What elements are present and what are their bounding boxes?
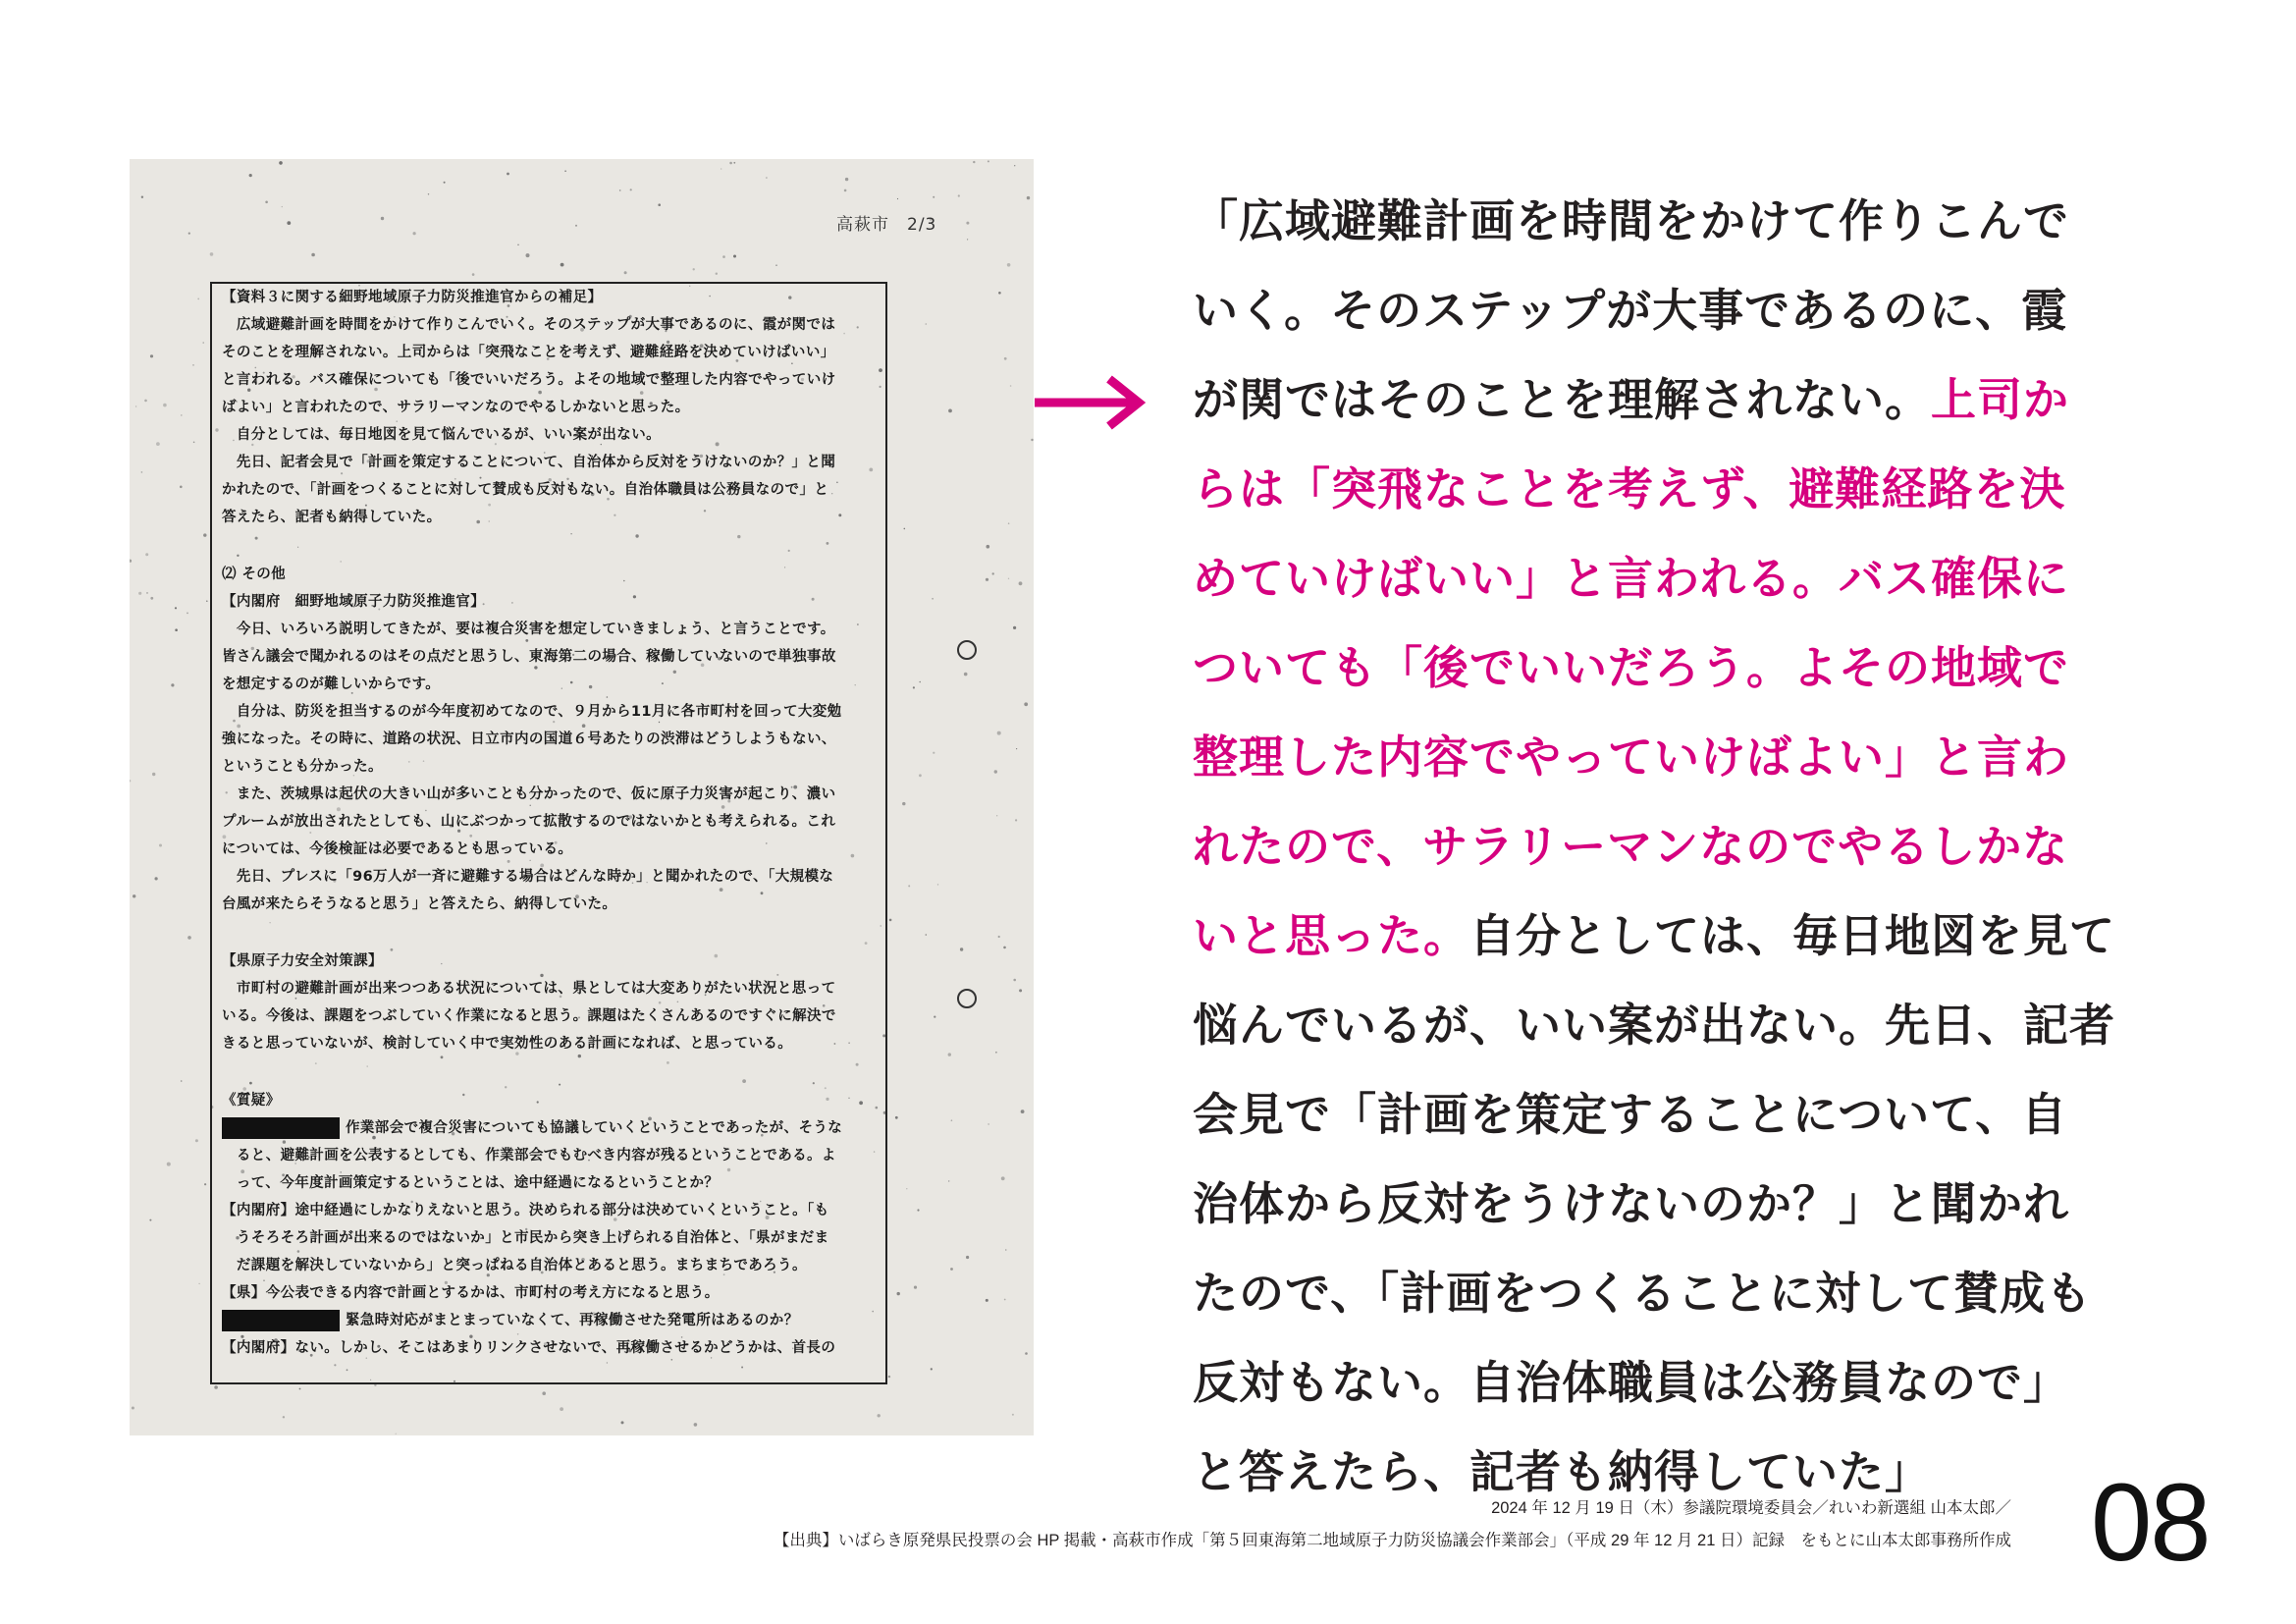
scan-speck <box>966 1256 969 1259</box>
scan-speck <box>926 323 928 325</box>
scan-speck <box>1008 522 1010 524</box>
document-line <box>222 366 876 394</box>
document-line-text: 先日、記者会見で「計画を策定することについて、自治体から反対をうけないのか？」と聞 <box>222 455 836 470</box>
scan-speck <box>145 553 148 556</box>
scan-speck <box>204 1183 206 1185</box>
document-line <box>222 1252 876 1279</box>
quote-line <box>1193 802 2096 892</box>
document-blank-line <box>222 531 876 561</box>
scan-speck <box>141 196 143 198</box>
scan-speck <box>951 1119 953 1121</box>
quote-text: いく。そのステップが大事であるのに、霞 <box>1193 284 2068 337</box>
scan-speck <box>167 1163 171 1166</box>
scan-speck <box>908 885 910 887</box>
scan-speck <box>1001 1176 1005 1180</box>
scan-speck <box>958 194 960 196</box>
document-line <box>222 339 876 366</box>
document-line-text: 答えたら、記者も納得していた。 <box>222 510 442 525</box>
document-line <box>222 726 876 753</box>
scan-speck <box>766 177 768 179</box>
scan-speck <box>188 233 190 235</box>
quote-text: と答えたら、記者も納得していた」 <box>1193 1445 1931 1498</box>
scan-speck <box>138 592 141 595</box>
scan-speck <box>171 683 174 686</box>
scan-speck <box>575 225 577 227</box>
scan-speck <box>992 572 994 574</box>
scan-speck <box>986 578 988 581</box>
scan-speck <box>1031 439 1033 441</box>
quote-line <box>1193 1070 2096 1160</box>
quote-line <box>1193 1160 2096 1249</box>
scan-speck <box>428 193 429 194</box>
scan-speck <box>159 844 162 847</box>
document-line <box>222 1087 876 1114</box>
scan-speck <box>919 681 921 683</box>
quote-text: 反対もない。自治体職員は公務員なので」 <box>1193 1356 2069 1409</box>
scan-speck <box>966 222 969 225</box>
scan-speck <box>878 1414 881 1417</box>
document-line <box>222 1030 876 1057</box>
scan-speck <box>396 1434 397 1435</box>
quote-highlight-text: れたので、サラリーマンなのでやるしかな <box>1193 820 2069 873</box>
scan-speck <box>917 1209 919 1211</box>
scan-speck <box>933 196 934 198</box>
scan-speck <box>560 1407 563 1411</box>
document-line <box>222 1169 876 1197</box>
quote-line <box>1193 623 2096 713</box>
scan-speck <box>193 442 195 444</box>
scan-speck <box>287 221 291 225</box>
document-line-text: いる。今後は、課題をつぶしていく作業になると思う。課題はたくさんあるのですぐに解決で <box>222 1008 836 1024</box>
quote-highlight-text: 上司か <box>1931 373 2069 426</box>
document-line-text: 今日、いろいろ説明してきたが、要は複合災害を想定していきましょう、と言うことです。 <box>222 622 835 637</box>
scan-speck <box>1027 196 1030 199</box>
document-page-label: 高萩市 2/3 <box>836 215 937 235</box>
document-line <box>222 561 876 588</box>
document-line <box>222 781 876 808</box>
scan-speck <box>282 206 283 207</box>
scan-speck <box>1012 1414 1014 1416</box>
scan-speck <box>986 1299 988 1302</box>
document-line <box>222 947 876 975</box>
scan-speck <box>926 934 928 936</box>
scan-speck <box>283 1416 285 1418</box>
quote-highlight-text: いと思った。 <box>1193 909 1469 962</box>
scan-speck <box>996 815 997 816</box>
document-line-text: 市町村の避難計画が出来つつある状況については、県としては大変ありがたい状況と思って <box>222 981 836 997</box>
scan-speck <box>180 486 183 489</box>
scan-speck <box>181 1080 183 1082</box>
scan-speck <box>206 600 208 602</box>
document-line-text: ると、避難計画を公表するとしても、作業部会でもむべき内容が残るということである。よ <box>222 1148 836 1164</box>
quote-highlight-text: 整理した内容でやっていけばよい」と言わ <box>1193 731 2069 784</box>
scan-speck <box>658 203 661 206</box>
document-line-text: きると思っていないが、検討していく中で実効性のある計画になれば、と思っている。 <box>222 1036 793 1052</box>
document-line-text: ということも分かった。 <box>222 759 383 775</box>
quote-highlight-text: めていけばいい」と言われる。バス確保に <box>1193 552 2069 605</box>
scan-speck <box>888 1376 890 1378</box>
scan-speck <box>960 947 963 950</box>
scan-speck <box>998 936 1000 938</box>
document-line-text: を想定するのが難しいからです。 <box>222 677 441 692</box>
scan-speck <box>722 255 725 258</box>
scan-speck <box>198 1283 199 1284</box>
quote-block <box>1193 177 2115 1517</box>
document-line-text: 強になった。その時に、道路の状況、日立市内の国道６号あたりの渋滞はどうしようもない、 <box>222 731 836 747</box>
document-line-text: うそろそろ計画が出来るのではないか」と市民から突き上げられる自治体と、「県がまだま <box>222 1230 829 1246</box>
scan-speck <box>948 1180 949 1181</box>
document-line <box>222 753 876 781</box>
scan-speck <box>694 1423 698 1427</box>
document-line <box>222 1114 876 1142</box>
punch-hole <box>957 640 977 660</box>
scan-speck <box>265 201 268 204</box>
quote-text: が関ではそのことを理解されない。 <box>1193 373 1931 426</box>
quote-line <box>1193 177 2096 266</box>
scan-speck <box>1007 263 1011 267</box>
document-line-text: 【内閣府 細野地域原子力防災推進官】 <box>222 594 486 610</box>
scan-speck <box>844 189 847 192</box>
document-line <box>222 836 876 863</box>
scanned-document <box>130 159 1034 1435</box>
scan-speck <box>716 273 718 275</box>
document-line-text: 【内閣府】途中経過にしかなりえないと思う。決められる部分は決めていくということ。「も <box>222 1203 829 1218</box>
scan-speck <box>299 1388 301 1390</box>
document-line-text: 作業部会で複合災害についても協議していくということであったが、そうな <box>346 1120 843 1136</box>
document-line <box>222 1002 876 1030</box>
quote-text: たので、「計画をつくることに対して賛成も <box>1193 1267 2093 1320</box>
scan-speck <box>1024 702 1028 706</box>
document-line-text: プルームが放出されたとしても、山にぶつかって拡散するのではないかとも考えられる。これ <box>222 814 836 830</box>
redaction-block <box>222 1310 340 1331</box>
scan-speck <box>413 232 416 235</box>
document-line <box>222 975 876 1002</box>
scan-speck <box>249 174 252 177</box>
scan-speck <box>279 161 283 165</box>
document-line <box>222 449 876 476</box>
scan-speck <box>132 1407 134 1410</box>
scan-speck <box>933 752 934 754</box>
document-line <box>222 421 876 449</box>
document-blank-line <box>222 918 876 947</box>
scan-speck <box>919 774 922 777</box>
scan-speck <box>897 1292 900 1295</box>
scan-speck <box>964 673 968 677</box>
scan-speck <box>693 268 695 270</box>
scan-speck <box>967 239 968 240</box>
scan-speck <box>130 780 131 782</box>
scan-speck <box>149 1219 151 1221</box>
scan-speck <box>133 894 135 897</box>
scan-speck <box>150 354 153 357</box>
scan-speck <box>902 802 905 805</box>
quote-text: 会見で「計画を策定することについて、自 <box>1193 1088 2068 1141</box>
quote-line <box>1193 266 2096 355</box>
quote-line <box>1193 534 2096 623</box>
scan-speck <box>621 1421 624 1424</box>
document-line-text: 先日、プレスに「96万人が一斉に避難する場合はどんな時か」と聞かれたので、「大規模な <box>222 869 834 885</box>
quote-text: 悩んでいるが、いい案が出ない。先日、記者 <box>1193 999 2115 1052</box>
document-line <box>222 671 876 698</box>
document-line-text: かれたので、「計画をつくることに対して賛成も反対もない。自治体職員は公務員なので」と <box>222 482 829 498</box>
document-line <box>222 863 876 891</box>
scan-speck <box>214 1385 218 1389</box>
scan-speck <box>987 545 990 549</box>
scan-speck <box>507 173 509 176</box>
redaction-block <box>222 1117 340 1139</box>
scan-speck <box>444 182 446 184</box>
scan-speck <box>155 877 158 880</box>
scan-speck <box>175 607 177 609</box>
scan-speck <box>988 160 989 162</box>
document-line <box>222 1224 876 1252</box>
quote-text: 自分としては、毎日地図を見て <box>1469 909 2115 962</box>
scan-speck <box>895 1116 898 1119</box>
scan-speck <box>729 162 732 165</box>
document-line-text: 【県原子力安全対策課】 <box>222 953 383 969</box>
document-line <box>222 643 876 671</box>
document-line-text: 自分としては、毎日地図を見て悩んでいるが、いい案が出ない。 <box>222 427 661 443</box>
scan-speck <box>845 178 848 181</box>
scan-speck <box>897 198 898 199</box>
document-line <box>222 284 876 311</box>
scan-speck <box>175 628 178 631</box>
document-line <box>222 1197 876 1224</box>
scan-speck <box>141 471 143 473</box>
document-line <box>222 891 876 918</box>
scan-speck <box>195 1139 198 1142</box>
scan-speck <box>937 884 938 885</box>
scan-speck <box>1003 947 1006 949</box>
scan-speck <box>152 773 155 776</box>
scan-speck <box>1025 1352 1028 1355</box>
quote-line <box>1193 892 2115 981</box>
scan-speck <box>1004 1299 1006 1301</box>
quote-line <box>1193 355 2096 445</box>
footer-date-line: 2024 年 12 月 19 日（木）参議院環境委員会／れいわ新選組 山本太郎／ <box>1491 1499 2011 1517</box>
document-line-text: 皆さん議会で聞かれるのはその点だと思うし、東海第二の場合、稼働していないので単独事故 <box>222 649 836 665</box>
document-line-text: そのことを理解されない。上司からは「突飛なことを考えず、避難経路を決めていけばいい」 <box>222 345 835 360</box>
document-line <box>222 1334 876 1362</box>
scan-speck <box>934 1016 935 1018</box>
scan-speck <box>150 597 153 600</box>
document-line <box>222 311 876 339</box>
document-line-text: って、今年度計画策定するということは、途中経過になるということか？ <box>222 1175 720 1191</box>
document-line-text: ばよい」と言われたので、サラリーマンなのでやるしかないと思った。 <box>222 400 690 415</box>
scan-speck <box>210 252 214 256</box>
scan-speck <box>202 342 204 344</box>
quote-line <box>1193 981 2115 1070</box>
punch-hole <box>957 989 977 1008</box>
scan-speck <box>619 189 621 191</box>
scan-speck <box>889 919 892 922</box>
scan-speck <box>1004 357 1007 360</box>
scan-speck <box>146 592 148 594</box>
scan-speck <box>517 244 518 245</box>
scan-speck <box>1019 989 1022 992</box>
scan-speck <box>913 686 915 688</box>
scan-speck <box>192 364 193 365</box>
document-line-text: 緊急時対応がまとまっていなくて、再稼働させた発電所はあるのか？ <box>346 1313 799 1328</box>
scan-speck <box>181 414 183 416</box>
document-line <box>222 1142 876 1169</box>
scan-speck <box>542 1391 546 1395</box>
document-blank-line <box>222 1057 876 1087</box>
scan-speck <box>1005 1249 1006 1250</box>
document-line-text: と言われる。バス確保についても「後でいいだろう。よその地域で整理した内容でやっていけ <box>222 372 836 388</box>
document-line-text: 広域避難計画を時間をかけて作りこんでいく。そのステップが大事であるのに、霞が関では <box>222 317 836 333</box>
scan-speck <box>156 442 160 446</box>
scan-speck <box>630 189 632 190</box>
quote-line <box>1193 713 2096 802</box>
document-line-text: 《質疑》 <box>222 1093 281 1109</box>
scan-speck <box>1021 1110 1025 1113</box>
scan-speck <box>995 1052 997 1054</box>
scan-speck <box>904 528 906 530</box>
scan-speck <box>381 217 384 220</box>
scan-speck <box>1014 165 1015 166</box>
quote-text: 「広域避難計画を時間をかけて作りこんで <box>1193 194 2069 247</box>
scan-speck <box>187 936 191 940</box>
scan-speck <box>733 162 735 164</box>
document-line-text: 【内閣府】ない。しかし、そこはあまりリンクさせないで、再稼働させるかどうかは、首長の <box>222 1340 836 1356</box>
quote-text: 治体から反対をうけないのか？」と聞かれ <box>1193 1177 2069 1230</box>
scan-speck <box>775 265 776 266</box>
page-number: 08 <box>2091 1461 2210 1584</box>
scan-speck <box>906 1188 907 1189</box>
scan-speck <box>311 253 315 257</box>
scan-speck <box>1010 385 1012 387</box>
scan-speck <box>998 292 1001 295</box>
scan-speck <box>931 1368 933 1370</box>
document-line <box>222 394 876 421</box>
document-line-text: だ課題を解決していないから」と突っぱねる自治体とあると思う。まちまちであろう。 <box>222 1258 807 1273</box>
document-frame <box>210 282 887 1384</box>
scan-speck <box>1019 581 1023 585</box>
document-line-text: 自分は、防災を担当するのが今年度初めてなので、９月から11月に各市町村を回って大変勉 <box>222 704 842 720</box>
scan-speck <box>733 255 736 258</box>
quote-line <box>1193 1249 2096 1338</box>
scan-speck <box>948 409 952 413</box>
document-line-text: については、今後検証は必要であるとも思っている。 <box>222 841 573 857</box>
scan-speck <box>526 253 530 257</box>
scan-speck <box>1008 578 1009 579</box>
document-line <box>222 588 876 616</box>
scan-speck <box>973 161 975 163</box>
quote-line <box>1193 445 2096 534</box>
document-line-text: 【資料３に関する細野地域原子力防災推進官からの補足】 <box>222 290 603 305</box>
scan-speck <box>1013 979 1016 982</box>
document-line-text: 台風が来たらそうなると思う」と答えたら、納得していた。 <box>222 896 617 912</box>
scan-speck <box>144 400 147 403</box>
scan-speck <box>1013 626 1016 629</box>
right-arrow-icon <box>1033 373 1150 432</box>
document-line <box>222 616 876 643</box>
document-line <box>222 1307 876 1334</box>
scan-speck <box>950 1268 953 1271</box>
scan-speck <box>1015 819 1017 821</box>
scan-speck <box>187 613 188 615</box>
quote-line <box>1193 1338 2096 1428</box>
document-line <box>222 504 876 531</box>
footer-source-line: 【出典】いばらき原発県民投票の会 HP 掲載・高萩市作成「第５回東海第二地域原子力防災協議会作業部会」（平成 29 年 12 月 21 日）記録 をもとに山本太郎事務所作成 <box>773 1532 2011 1549</box>
document-line-text: 【県】今公表できる内容で計画とするかは、市町村の考え方になると思う。 <box>222 1285 720 1301</box>
scan-speck <box>932 598 934 600</box>
scan-speck <box>472 273 475 276</box>
document-line <box>222 698 876 726</box>
scan-speck <box>997 731 1001 735</box>
quote-highlight-text: らは「突飛なことを考えず、避難経路を決 <box>1193 462 2066 515</box>
scan-speck <box>948 1053 951 1056</box>
scan-speck <box>914 1286 917 1289</box>
scan-speck <box>624 271 627 274</box>
scan-speck <box>561 263 564 267</box>
scan-speck <box>1016 748 1017 749</box>
quote-highlight-text: ついても「後でいいだろう。よその地域で <box>1193 641 2069 694</box>
document-line <box>222 808 876 836</box>
scan-speck <box>203 533 206 536</box>
document-line-text: また、茨城県は起伏の大きい山が多いことも分かったので、仮に原子力災害が起こり、濃い <box>222 786 836 802</box>
scan-speck <box>994 770 997 773</box>
scan-speck <box>564 170 566 172</box>
scan-speck <box>163 404 167 407</box>
document-line <box>222 476 876 504</box>
document-line-text: ⑵ その他 <box>222 567 287 582</box>
document-line <box>222 1279 876 1307</box>
scan-speck <box>197 298 199 300</box>
scan-speck <box>130 560 132 563</box>
